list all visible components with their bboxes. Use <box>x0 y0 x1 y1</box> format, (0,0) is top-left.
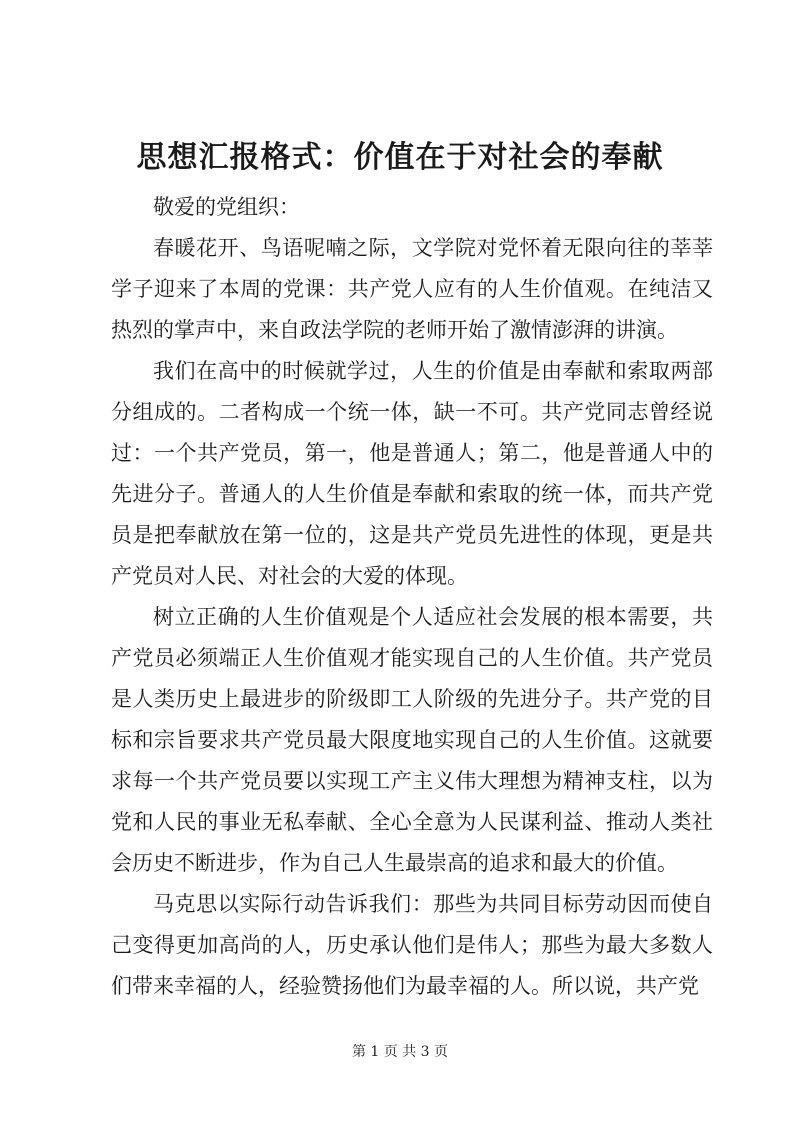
page-number-footer: 第 1 页 共 3 页 <box>351 1044 449 1060</box>
paragraph-4: 马克思以实际行动告诉我们：那些为共同目标劳动因而使自己变得更加高尚的人，历史承认他们是伟人；那些为最大多数人们带来幸福的人，经验赞扬他们为最幸福的人。所以说，共产党 <box>111 892 713 998</box>
paragraph-2: 我们在高中的时候就学过，人生的价值是由奉献和索取两部分组成的。二者构成一个统一体，缺一不可。共产党同志曾经说过：一个共产党员，第一，他是普通人；第二，他是普通人中的先进分子。普通人的人生价值是奉献和索取的统一体，而共产党员是把奉献放在第一位的，这是共产党员先进性的体现，更是共产党员对人民、对社会的大爱的体现。 <box>111 359 713 588</box>
paragraph-3: 树立正确的人生价值观是个人适应社会发展的根本需要，共产党员必须端正人生价值观才能实现自己的人生价值。共产党员是人类历史上最进步的阶级即工人阶级的先进分子。共产党的目标和宗旨要求共产党员最大限度地实现自己的人生价值。这就要求每一个共产党员要以实现工产主义伟大理想为精神支柱，以为党和人民的事业无私奉献、全心全意为人民谋利益、推动人类社会历史不断进步，作为自己人生最崇高的追求和最大的价值。 <box>111 605 713 875</box>
document-title: 思想汇报格式：价值在于对社会的奉献 <box>136 140 664 175</box>
paragraph-1: 春暖花开、鸟语呢喃之际，文学院对党怀着无限向往的莘莘学子迎来了本周的党课：共产党人应有的人生价值观。在纯洁又热烈的掌声中，来自政法学院的老师开始了激情澎湃的讲演。 <box>111 236 713 342</box>
document-body <box>111 187 713 1007</box>
salutation: 敬爱的党组织： <box>153 195 300 219</box>
